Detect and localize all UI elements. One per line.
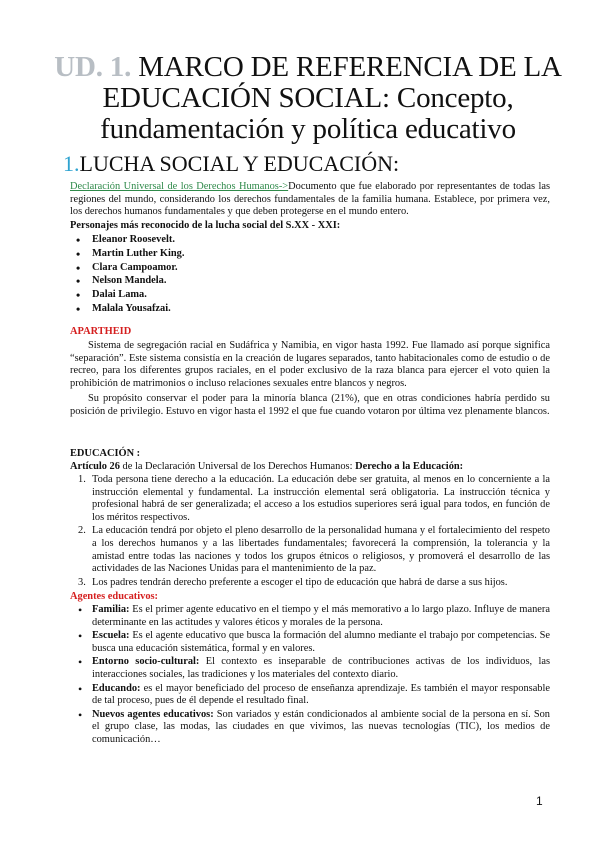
list-item bbox=[70, 656, 550, 681]
apartheid-paragraph-2: Su propósito conservar el poder para la minoría blanca (21%), que en otras condiciones habría perdido su posición de privilegio. Estuvo en vigor hasta el 1992 el que fue cuando votaron por última vez plenamente blancos. bbox=[70, 393, 550, 417]
agent-label: Entorno socio-cultural: bbox=[92, 656, 200, 668]
item-text: La educación tendrá por objeto el pleno desarrollo de la personalidad humana y el fortalecimiento del respeto a los derechos humanos y a las libertades fundamentales; favorecerá la comprensión, la tolerancia y la amistad entre todas las naciones y todos los grupos étnicos o religiosos, y promoverá el desarrollo de las actividades de las Naciones Unidas para el mantenimiento de la paz. bbox=[92, 525, 550, 575]
item-text: Los padres tendrán derecho preferente a escoger el tipo de educación que habrá de darse a sus hijos. bbox=[92, 576, 508, 588]
list-item: • Eleanor Roosevelt. bbox=[76, 234, 184, 248]
education-heading: EDUCACIÓN : bbox=[70, 448, 141, 459]
intro-paragraph bbox=[70, 181, 550, 219]
agent-label: Educando: bbox=[92, 682, 141, 694]
apartheid-heading: APARTHEID bbox=[70, 326, 132, 337]
article-label: Artículo 26 bbox=[70, 461, 120, 472]
numbered-item bbox=[70, 577, 550, 590]
article-numbered-list bbox=[70, 474, 550, 590]
people-heading: Personajes más reconocido de la lucha social del S.XX - XXI: bbox=[70, 220, 341, 231]
intro-text: Documento que fue elaborado por representantes de todas las regiones del mundo, considerando los derechos fundamentales de la familia humana. Establece, por primera vez, los derechos humanos fundamentales y que deben protegerse en el mundo entero. bbox=[70, 181, 550, 218]
list-item: • Nelson Mandela. bbox=[76, 275, 184, 289]
declaration-link[interactable]: Declaración Universal de los Derechos Humanos-> bbox=[70, 181, 289, 192]
page-number: 1 bbox=[536, 794, 543, 808]
agent-label: Nuevos agentes educativos: bbox=[92, 708, 214, 720]
agents-heading: Agentes educativos: bbox=[70, 591, 159, 602]
list-item bbox=[70, 604, 550, 629]
numbered-item bbox=[70, 525, 550, 575]
agent-text: El contexto es inseparable de contribuciones activas de los individuos, las interacciones sociales, las tradiciones y los materiales del contexto diario. bbox=[92, 656, 550, 680]
item-number: 2. bbox=[78, 525, 86, 537]
agent-label: Familia: bbox=[92, 604, 130, 615]
agents-list bbox=[70, 604, 550, 748]
list-item: • Martin Luther King. bbox=[76, 248, 184, 262]
list-item: • Clara Campoamor. bbox=[76, 262, 184, 276]
list-item bbox=[70, 630, 550, 655]
list-item: • Malala Yousafzai. bbox=[76, 303, 184, 317]
article-line bbox=[70, 461, 463, 474]
article-bold: Derecho a la Educación: bbox=[355, 461, 464, 472]
apartheid-paragraph-1: Sistema de segregación racial en Sudáfrica y Namibia, en vigor hasta 1992. Fue llamado así porque significa “separación”. Este sistema consistía en la creación de lugares separados, tanto habitacionales como de estudio o de recreo, para los diferentes grupos raciales, en el poder exclusivo de la raza blanca para ejercer el voto quien la prohibición de matrimonios o incluso relaciones sexuales entre blancos y negros. bbox=[70, 340, 550, 389]
agent-label: Escuela: bbox=[92, 630, 130, 642]
article-text: de la Declaración Universal de los Derechos Humanos: bbox=[119, 461, 356, 472]
item-number: 3. bbox=[78, 576, 86, 588]
agent-text: Es el primer agente educativo en el tiempo y el más memorativo a lo largo plazo. Influye de manera determinante en las actitudes y valores éticos y morales de la persona. bbox=[92, 604, 550, 628]
section-number: 1. bbox=[63, 151, 80, 176]
page-title bbox=[48, 52, 568, 145]
unit-number: UD. 1. bbox=[54, 51, 132, 83]
item-number: 1. bbox=[78, 474, 86, 485]
section-heading bbox=[63, 152, 399, 176]
title-text: MARCO DE REFERENCIA DE LA EDUCACIÓN SOCIAL: Concepto, fundamentación y política educativo bbox=[100, 51, 562, 145]
list-item bbox=[70, 683, 550, 708]
section-title: LUCHA SOCIAL Y EDUCACIÓN: bbox=[79, 151, 400, 176]
list-item: • Dalai Lama. bbox=[76, 289, 184, 303]
agent-text: Es el agente educativo que busca la formación del alumno mediante el trabajo por competencias. Se busca una educación sistemática, formal y en valores. bbox=[92, 630, 550, 654]
agent-text: Son variados y están condicionados al ambiente social de la persona en sí. Son el grupo clase, las modas, las ciudades en que vivimos, las nuevas tecnologías (TIC), los medios de comunicación… bbox=[92, 708, 550, 745]
people-list bbox=[76, 234, 184, 317]
numbered-item bbox=[70, 474, 550, 524]
list-item bbox=[70, 709, 550, 747]
agent-text: es el mayor beneficiado del proceso de enseñanza aprendizaje. Es también el mayor responsable de tal proceso, pues de él depende el resultado final. bbox=[92, 682, 550, 707]
item-text: Toda persona tiene derecho a la educación. La educación debe ser gratuita, al menos en lo concerniente a la instrucción elemental y fundamental. La instrucción elemental será obligatoria. La instrucción técnica y profesional habrá de ser generalizada; el acceso a los estudios superiores será igual para todos, en función de los méritos respectivos. bbox=[92, 474, 550, 523]
